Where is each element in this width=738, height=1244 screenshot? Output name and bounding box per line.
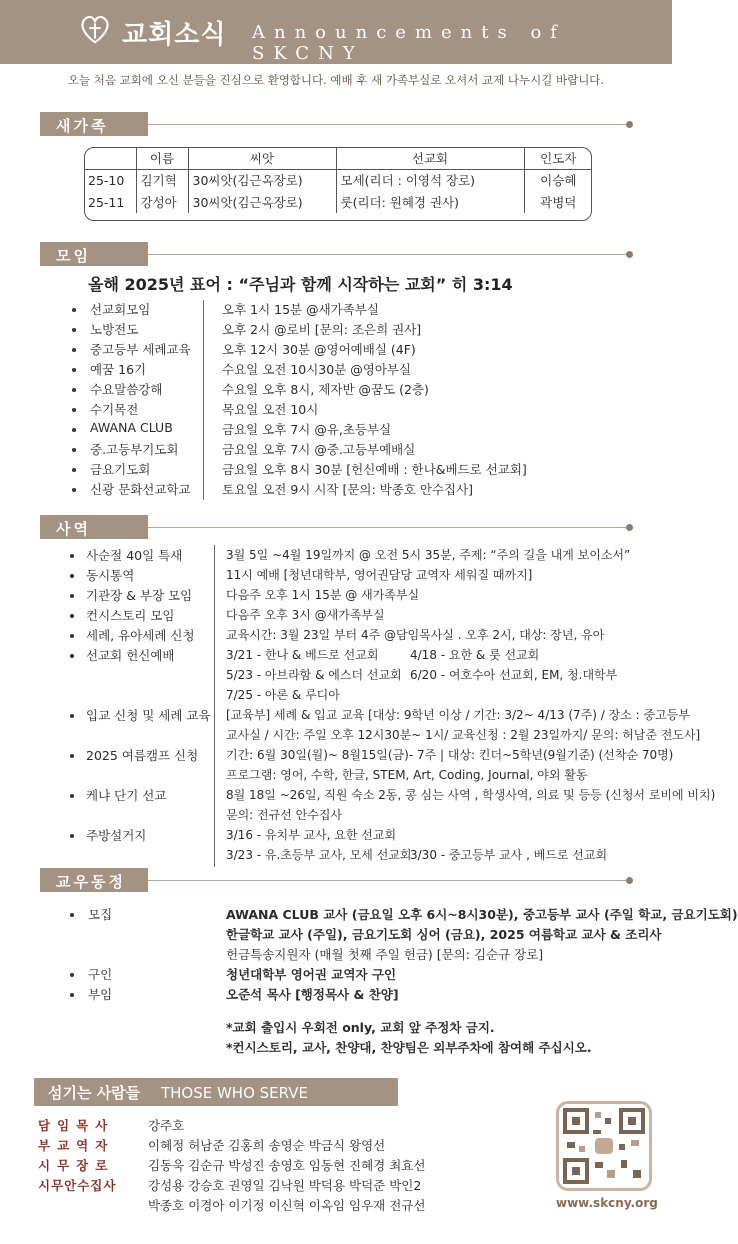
bullet (70, 554, 74, 558)
section-heading-newcomers: 새가족 (40, 112, 148, 136)
yearly-motto: 올해 2025년 표어 : “주님과 함께 시작하는 교회” 히 3:14 (88, 275, 513, 294)
divider (148, 527, 626, 528)
recruit-line: 한글학교 교사 (주일), 금요기도회 싱어 (금요), 2025 여름학교 교사 & 조리사 (226, 927, 662, 942)
bullet (70, 614, 74, 618)
serve-role: 부교역자 (38, 1138, 115, 1153)
bullet (70, 834, 74, 838)
table-cell: 김기혁 (136, 169, 188, 191)
meeting-detail: 수요일 오후 8시, 제자반 @꿈도 (2층) (222, 382, 429, 397)
serve-heading (34, 1078, 398, 1106)
ministry-detail: 3/16 - 유치부 교사, 요한 선교회 (226, 828, 397, 842)
serve-names: 강성용 강승호 권영일 김낙원 박덕용 박덕준 박인2 (148, 1178, 422, 1193)
ministry-detail: 3/21 - 한나 & 베드로 선교회 (226, 648, 379, 662)
meeting-name: 예꿈 16기 (90, 362, 147, 377)
hire-text: 청년대학부 영어권 교역자 구인 (226, 967, 397, 982)
table-cell: 강성아 (136, 191, 188, 213)
bullet (72, 488, 76, 492)
column-header (84, 147, 136, 169)
meeting-name: 선교회모임 (90, 302, 151, 317)
ministry-detail: 3/30 - 중고등부 교사 , 베드로 선교회 (410, 848, 608, 862)
meeting-name: 중고등부 세례교육 (90, 342, 191, 357)
divider-dot (626, 877, 633, 884)
website-link[interactable]: www.skcny.org (556, 1196, 658, 1210)
section-heading-meetings: 모임 (40, 242, 148, 266)
ministry-detail: 5/23 - 아브라함 & 에스더 선교회 (226, 668, 402, 682)
table-cell: 이승혜 (524, 169, 592, 191)
meeting-name: AWANA CLUB (90, 420, 173, 435)
bullet (70, 714, 74, 718)
table-cell: 25-11 (88, 194, 125, 210)
parking-note: *교회 출입시 우회전 only, 교회 앞 주정차 금지. (226, 1020, 495, 1035)
meeting-detail: 오후 1시 15분 @새가족부실 (222, 302, 379, 317)
ministry-detail: 다음주 오후 1시 15분 @ 새가족부실 (226, 588, 420, 602)
welcome-text: 오늘 처음 교회에 오신 분들을 진심으로 환영합니다. 예배 후 새 가족부실로 오셔서 교제 나누시길 바랍니다. (67, 73, 605, 87)
serve-names: 김동욱 김순규 박성진 송영호 임동현 진혜경 최효선 (148, 1158, 426, 1173)
table-cell: 30씨앗(김근옥장로) (188, 169, 336, 191)
table-cell: 25-10 (88, 172, 125, 188)
bullet (70, 634, 74, 638)
appoint-label: 부임 (88, 987, 113, 1002)
serve-names: 이혜정 허남준 김홍희 송영순 박금식 왕영선 (148, 1138, 386, 1153)
header-title: 교회소식 (122, 20, 227, 50)
hire-label: 구인 (88, 967, 113, 982)
table-row (84, 169, 592, 191)
bullet (72, 348, 76, 352)
serve-role: 시무안수집사 (38, 1178, 117, 1193)
bullet (72, 468, 76, 472)
meeting-detail: 목요일 오전 10시 (222, 402, 319, 417)
serve-role: 담임목사 (38, 1118, 115, 1133)
section-heading-ministry: 사역 (40, 515, 148, 539)
meeting-name: 신광 문화선교학교 (90, 482, 191, 497)
ministry-name: 사순절 40일 특새 (86, 548, 183, 563)
bullet (70, 574, 74, 578)
ministry-detail: 교육시간: 3월 23일 부터 4주 @담임목사실 . 오후 2시, 대상: 장년, 유아 (226, 628, 605, 642)
divider-dot (626, 524, 633, 531)
recruit-line: AWANA CLUB 교사 (금요일 오후 6시~8시30분), 중고등부 교사 (주일 학교, 금요기도회) (226, 907, 738, 922)
ministry-name: 2025 여름캠프 신청 (86, 748, 199, 763)
divider-dot (626, 251, 633, 258)
bullet (70, 794, 74, 798)
bullet (72, 428, 76, 432)
ministry-detail: [교육부] 세례 & 입교 교육 [대상: 9학년 이상 / 기간: 3/2~ 4/13 (7주) / 장소 : 중고등부 (226, 708, 690, 722)
bullet (70, 913, 74, 917)
ministry-detail: 7/25 - 아론 & 루디아 (226, 688, 340, 702)
bullet (72, 328, 76, 332)
divider (148, 880, 626, 881)
meeting-detail: 오후 12시 30분 @영어예배실 (4F) (222, 342, 416, 357)
table-cell: 룻(리더: 원혜경 권사) (336, 191, 524, 213)
meeting-detail: 수요일 오전 10시30분 @영아부실 (222, 362, 412, 377)
bullet (70, 654, 74, 658)
serve-names: 강주호 (148, 1118, 185, 1133)
bullet (70, 594, 74, 598)
divider (148, 254, 626, 255)
section-heading-news: 교우동정 (40, 868, 148, 892)
divider-dot (626, 121, 633, 128)
bullet (72, 388, 76, 392)
divider (148, 124, 626, 125)
ministry-detail: 문의: 전규선 안수집사 (226, 808, 343, 822)
ministry-detail: 다음주 오후 3시 @새가족부실 (226, 608, 385, 622)
header-subtitle: Announcements of SKCNY (252, 22, 566, 64)
ministry-detail: 교사실 / 시간: 주일 오후 12시30분~ 1시/ 교육신청 : 2월 23일까지/ 문의: 허남준 전도사] (226, 728, 701, 742)
bullet (70, 754, 74, 758)
table-header-row (84, 147, 592, 169)
ministry-detail: 3/23 - 유.초등부 교사, 모세 선교회 (226, 848, 412, 862)
church-heart-logo-icon (76, 10, 114, 48)
meeting-detail: 오후 2시 @로비 [문의: 조은희 권사] (222, 322, 422, 337)
meeting-name: 노방전도 (90, 322, 139, 337)
meeting-name: 수요말씀강해 (90, 382, 163, 397)
meeting-detail: 금요일 오후 8시 30분 [헌신예배 : 한나&베드로 선교회] (222, 462, 527, 477)
ministry-detail: 11시 예배 [청년대학부, 영어권담당 교역자 세워질 때까지] (226, 568, 533, 582)
ministry-name: 입교 신청 및 세례 교육 (86, 708, 211, 723)
table-row (84, 191, 592, 213)
ministry-detail: 3월 5일 ~4월 19일까지 @ 오전 5시 35분, 주제: “주의 길을 내게 보이소서” (226, 548, 631, 562)
meeting-name: 수기목전 (90, 402, 139, 417)
table-cell: 곽병덕 (524, 191, 592, 213)
bullet (72, 368, 76, 372)
ministry-name: 선교회 헌신예배 (86, 648, 175, 663)
ministry-name: 케냐 단기 선교 (86, 788, 167, 803)
meeting-name: 중.고등부기도회 (90, 442, 179, 457)
newcomers-table (84, 147, 592, 213)
recruit-label: 모집 (88, 907, 113, 922)
column-divider (214, 545, 215, 867)
column-header: 선교회 (336, 147, 524, 169)
qr-code[interactable] (556, 1101, 652, 1191)
meeting-detail: 금요일 오후 7시 @유,초등부실 (222, 422, 392, 437)
meeting-detail: 토요일 오전 9시 시작 [문의: 박종호 안수집사] (222, 482, 474, 497)
ministry-detail: 기간: 6월 30일(월)~ 8월15일(금)- 7주 | 대상: 킨더~5학년(9월기준) (선착순 70명) (226, 748, 674, 762)
header-banner (0, 0, 672, 64)
column-header: 이름 (136, 147, 188, 169)
ministry-name: 기관장 & 부장 모임 (86, 588, 193, 603)
meeting-detail: 금요일 오후 7시 @중.고등부예배실 (222, 442, 416, 457)
ministry-detail: 6/20 - 여호수아 선교회, EM, 청.대학부 (410, 668, 618, 682)
bullet (72, 448, 76, 452)
column-header: 씨앗 (188, 147, 336, 169)
bullet (72, 408, 76, 412)
ministry-name: 동시통역 (86, 568, 135, 583)
recruit-line: 헌금특송지원자 (매월 첫째 주일 헌금) [문의: 김순규 장로] (226, 947, 544, 962)
table-cell: 30씨앗(김근옥장로) (188, 191, 336, 213)
column-header: 인도자 (524, 147, 592, 169)
serve-role: 시무장로 (38, 1158, 115, 1173)
ministry-name: 주방설거지 (86, 828, 147, 843)
ministry-detail: 4/18 - 요한 & 룻 선교회 (410, 648, 540, 662)
ministry-detail: 프로그램: 영어, 수학, 한글, STEM, Art, Coding, Journal, 야외 활동 (226, 768, 588, 782)
meeting-name: 금요기도회 (90, 462, 151, 477)
bullet (70, 973, 74, 977)
parking-note: *컨시스토리, 교사, 찬양대, 찬양팀은 외부주차에 참여해 주십시오. (226, 1040, 592, 1055)
table-cell: 모세(리더 : 이영석 장로) (336, 169, 524, 191)
qr-code-icon (559, 1104, 649, 1188)
column-divider (203, 300, 204, 500)
serve-title-korean: 섬기는 사람들 (48, 1084, 141, 1102)
ministry-name: 컨시스토리 모임 (86, 608, 175, 623)
serve-title-english: THOSE WHO SERVE (160, 1084, 308, 1102)
serve-names: 박종호 이경아 이기정 이신혁 이옥임 임우재 전규선 (148, 1198, 426, 1213)
appoint-text: 오준석 목사 [행정목사 & 찬양] (226, 987, 399, 1002)
ministry-detail: 8월 18일 ~26일, 직원 숙소 2동, 콩 심는 사역 , 학생사역, 의료 및 등등 (신청서 로비에 비치) (226, 788, 716, 802)
bullet (72, 308, 76, 312)
bullet (70, 993, 74, 997)
ministry-name: 세례, 유아세례 신청 (86, 628, 195, 643)
